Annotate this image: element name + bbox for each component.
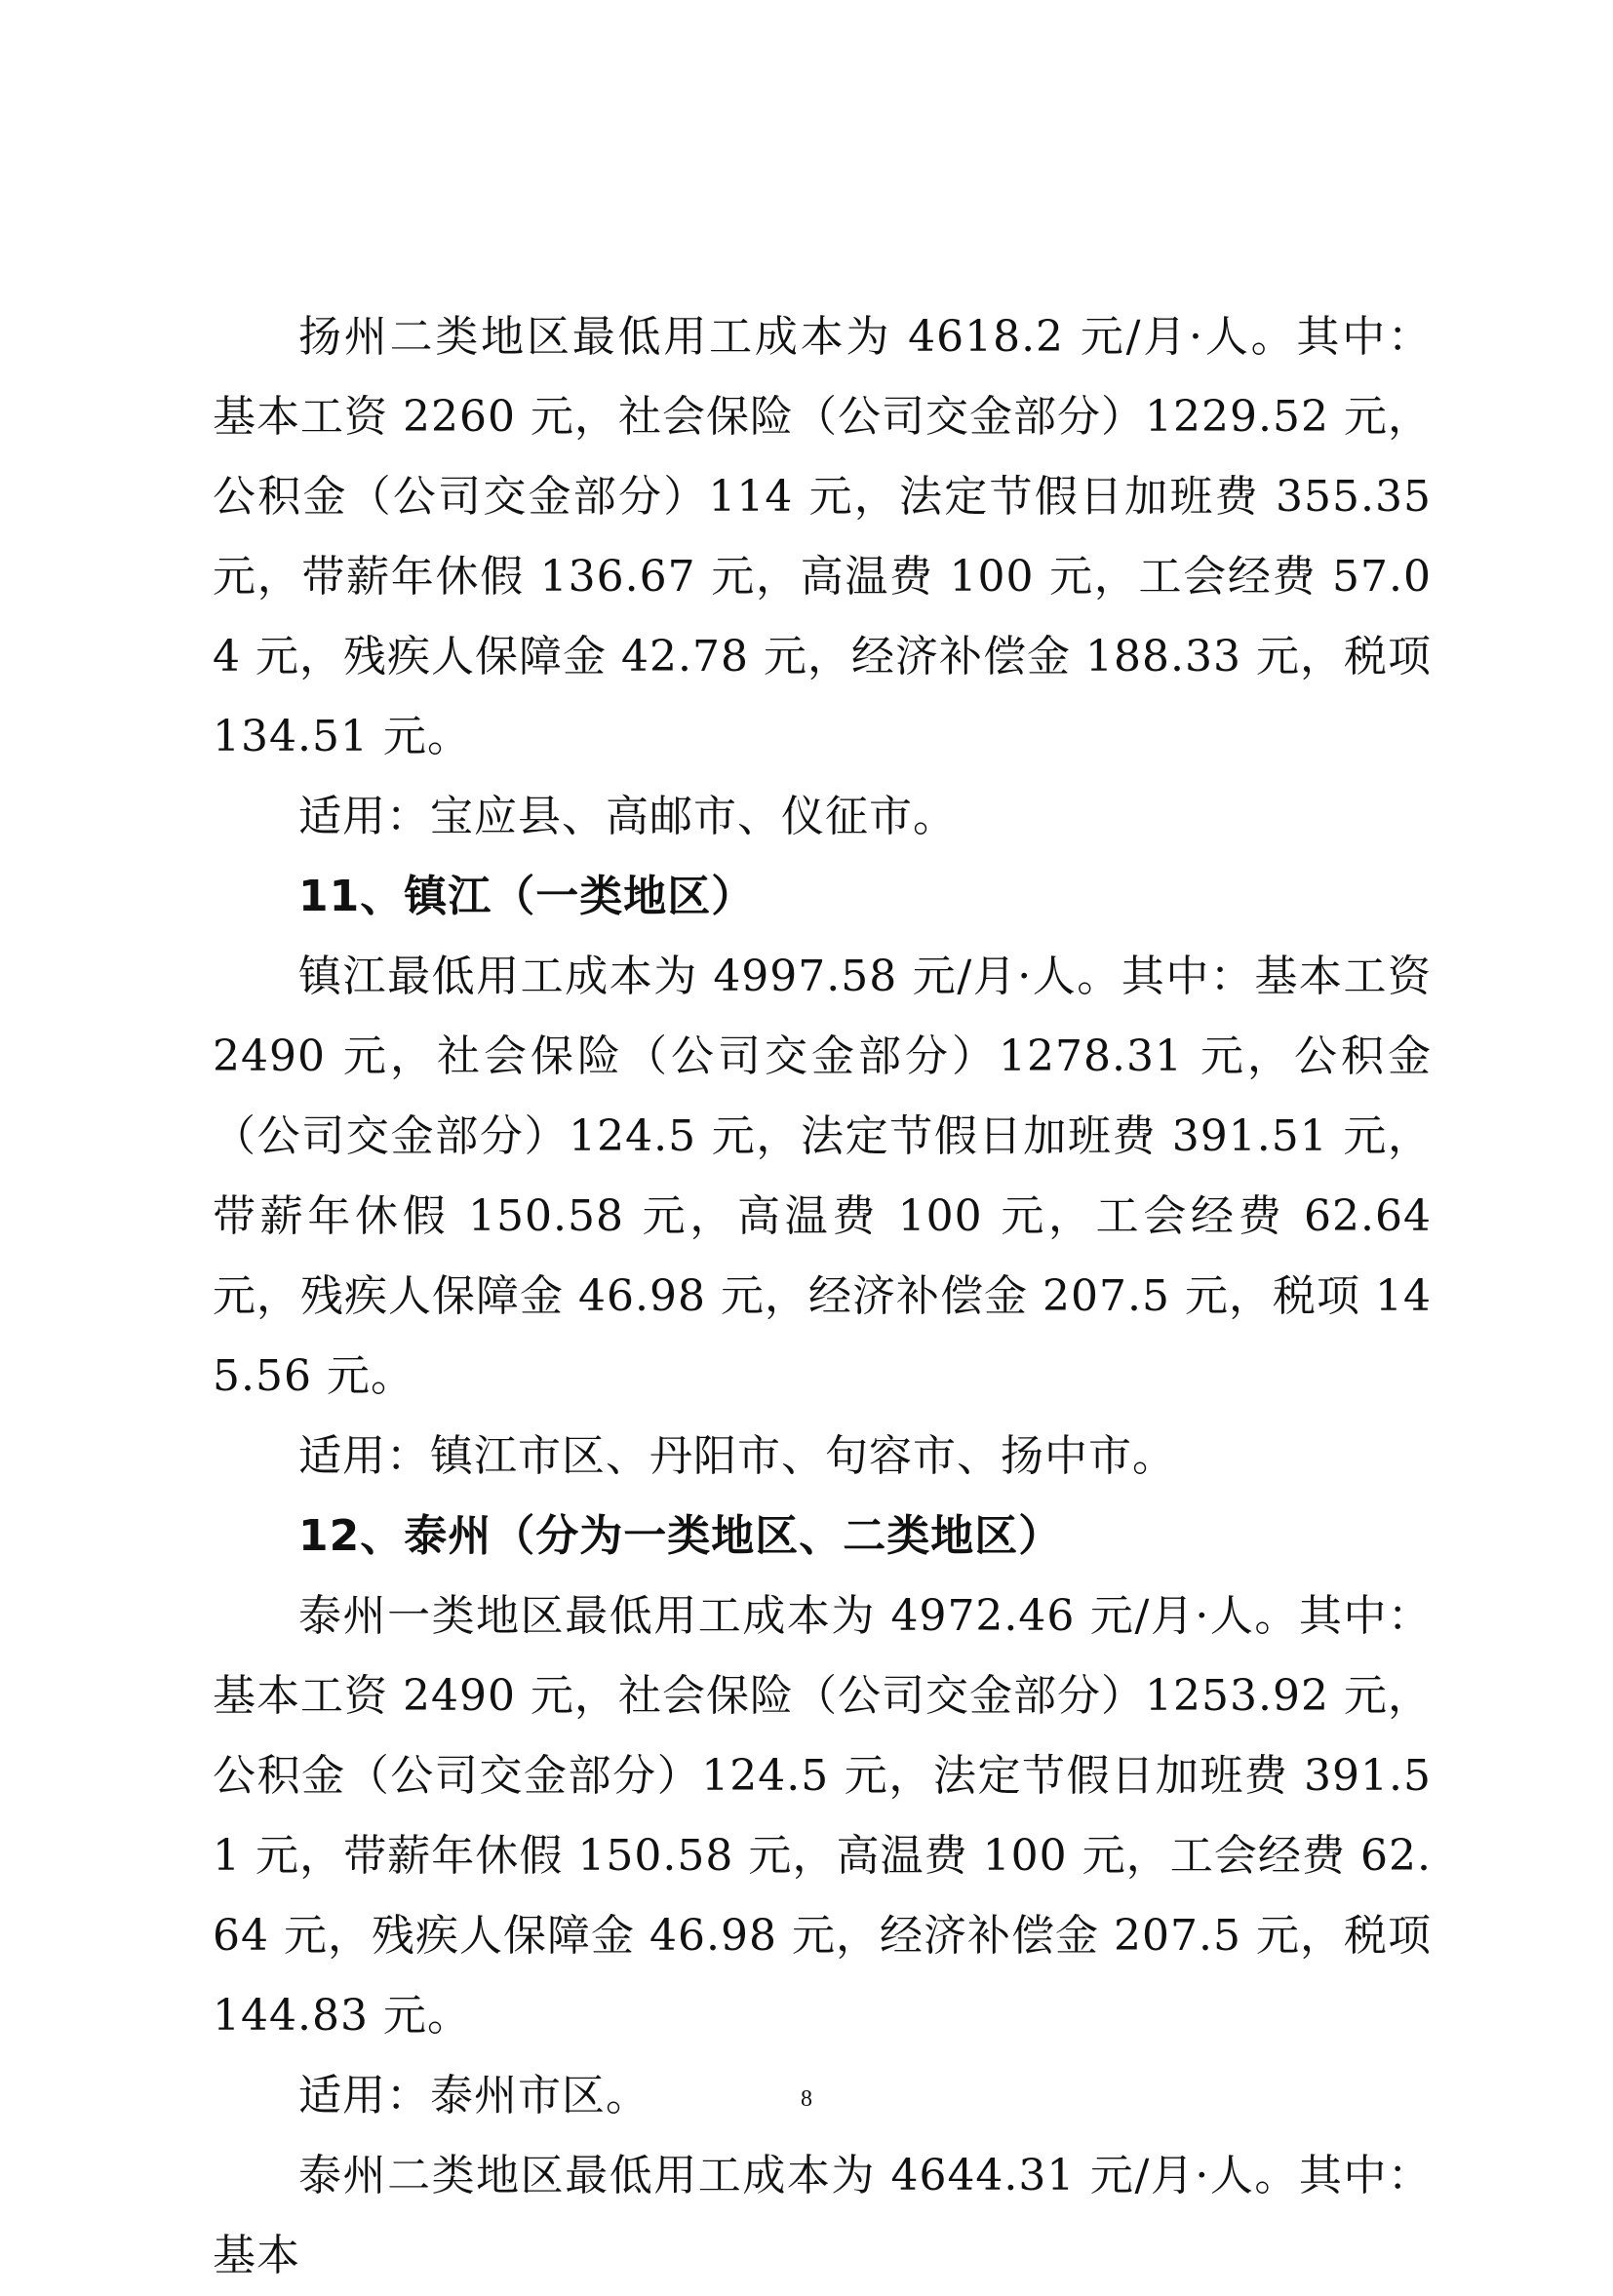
paragraph-yangzhou-class2: 扬州二类地区最低用工成本为 4618.2 元/月·人。其中：基本工资 2260 元，社会保险（公司交金部分）1229.52 元，公积金（公司交金部分）114 元，法定节假日加班费 355.35 元，带薪年休假 136.67 元，高温费 100 元，工会经费 57.04 元，残疾人保障金 42.78 元，经济补偿金 188.33 元，税项 134.51 元。 xyxy=(213,312,1432,761)
paragraph-yangzhou-applicable: 适用：宝应县、高邮市、仪征市。 xyxy=(298,792,957,841)
section-heading-zhenjiang: 11、镇江（一类地区） xyxy=(298,872,756,921)
paragraph-zhenjiang-applicable: 适用：镇江市区、丹阳市、句容市、扬中市。 xyxy=(298,1431,1176,1481)
document-body xyxy=(213,297,1432,2296)
page-number: 8 xyxy=(801,2086,812,2112)
paragraph-zhenjiang-cost: 镇江最低用工成本为 4997.58 元/月·人。其中：基本工资 2490 元，社会保险（公司交金部分）1278.31 元，公积金（公司交金部分）124.5 元，法定节假日加班费 391.51 元，带薪年休假 150.58 元，高温费 100 元，工会经费 62.64 元，残疾人保障金 46.98 元，经济补偿金 207.5 元，税项 145.56 元。 xyxy=(213,952,1432,1401)
paragraph-taizhou-class2: 泰州二类地区最低用工成本为 4644.31 元/月·人。其中：基本 xyxy=(213,2151,1432,2280)
paragraph-taizhou-applicable: 适用：泰州市区。 xyxy=(298,2071,649,2121)
paragraph-taizhou-class1: 泰州一类地区最低用工成本为 4972.46 元/月·人。其中：基本工资 2490 元，社会保险（公司交金部分）1253.92 元，公积金（公司交金部分）124.5 元，法定节假日加班费 391.51 元，带薪年休假 150.58 元，高温费 100 元，工会经费 62.64 元，残疾人保障金 46.98 元，经济补偿金 207.5 元，税项 144.83 元。 xyxy=(213,1591,1432,2041)
section-heading-taizhou: 12、泰州（分为一类地区、二类地区） xyxy=(298,1511,1063,1561)
